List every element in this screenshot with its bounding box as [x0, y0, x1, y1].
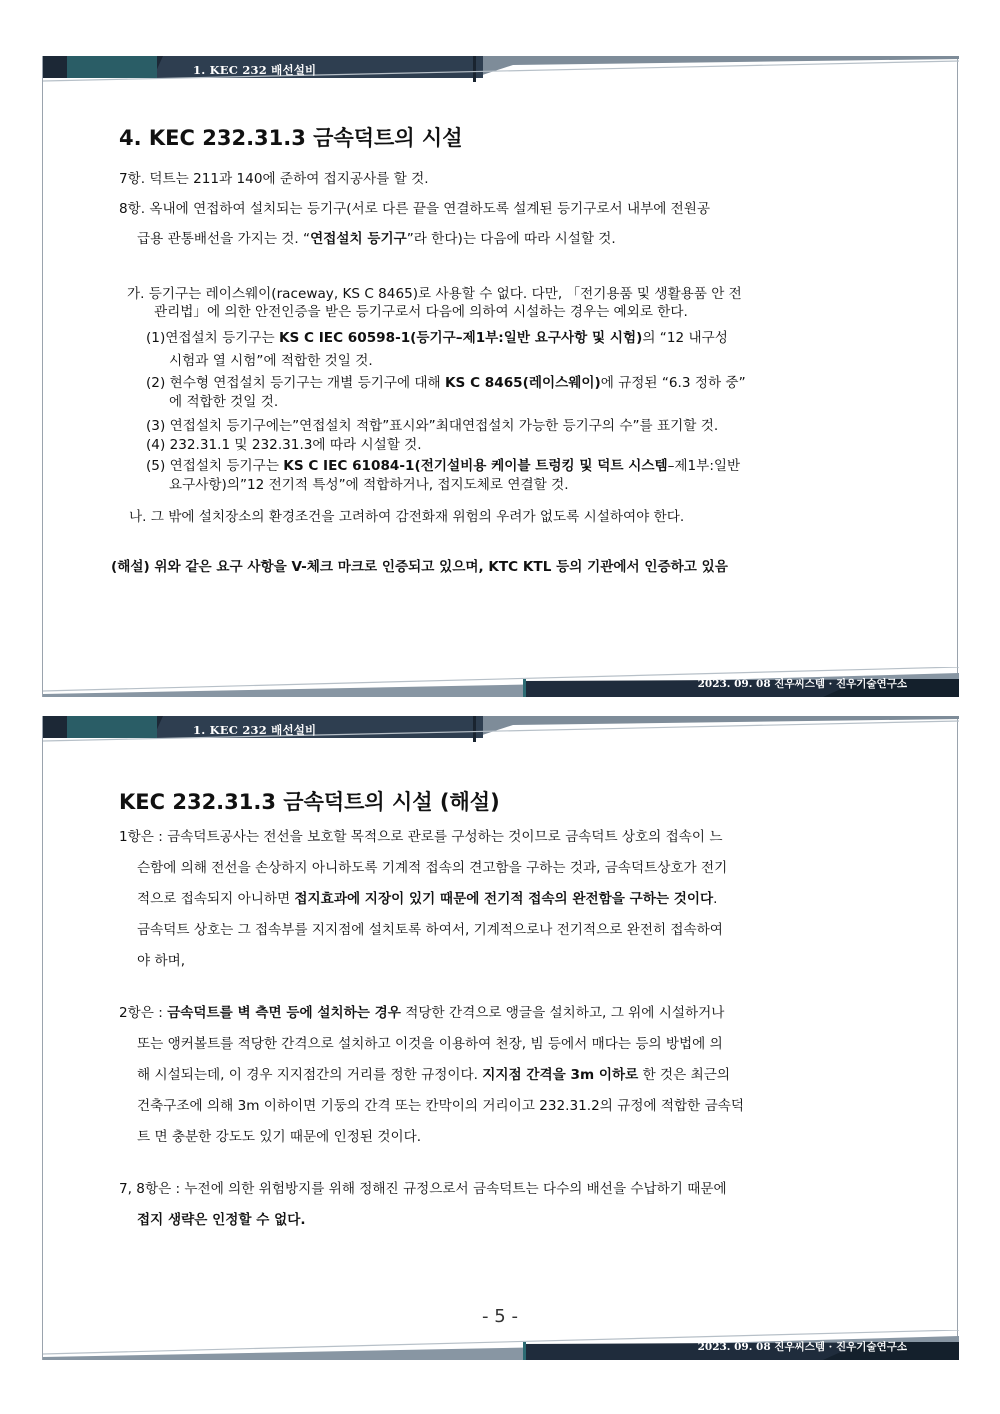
page-title: 4. KEC 232.31.3 금속덕트의 시설: [119, 126, 463, 150]
clause-7-8-line-2: 접지 생략은 인정할 수 없다.: [137, 1212, 306, 1228]
sub-item-2-line-2: 에 적합한 것일 것.: [169, 394, 279, 410]
header-banner-graphic: [43, 716, 959, 744]
sub-item-1: (1)연접설치 등기구는 KS C IEC 60598-1(등기구–제1부:일반 요구사항 및 시험)의 “12 내구성: [146, 330, 728, 346]
clause-2-line-4: 건축구조에 의해 3m 이하이면 기둥의 간격 또는 칸막이의 거리이고 232.31.2의 규정에 적합한 금속덕: [137, 1098, 745, 1114]
header-banner-graphic: [43, 56, 959, 84]
page-number: - 5 -: [482, 1306, 518, 1327]
item-ga-line-1: 가. 등기구는 레이스웨이(raceway, KS C 8465)로 사용할 수 없다. 다만, 「전기용품 및 생활용품 안 전: [127, 286, 742, 302]
sub-item-1-line-2: 시험과 열 시험”에 적합한 것일 것.: [169, 353, 373, 369]
explanation-note: (해설) 위와 같은 요구 사항을 V-체크 마크로 인증되고 있으며, KTC KTL 등의 기관에서 인증하고 있음: [111, 559, 728, 575]
slide-header: [43, 56, 957, 84]
slide-1: [42, 56, 958, 697]
clause-2-line-1: 2항은 : 금속덕트를 벽 측면 등에 설치하는 경우 적당한 간격으로 앵글을 설치하고, 그 위에 시설하거나: [119, 1005, 725, 1021]
clause-1-line-1: 1항은 : 금속덕트공사는 전선을 보호할 목적으로 관로를 구성하는 것이므로 금속덕트 상호의 접속이 느: [119, 829, 723, 845]
clause-1-line-5: 야 하며,: [137, 953, 186, 969]
slide-header: [43, 716, 957, 744]
clause-7: 7항. 덕트는 211과 140에 준하여 접지공사를 할 것.: [119, 171, 429, 187]
sub-item-5-line-2: 요구사항)의”12 전기적 특성”에 적합하거나, 접지도체로 연결할 것.: [169, 477, 569, 493]
footer-credit: 2023. 09. 08 진우씨스템 · 진우기술연구소: [697, 1341, 907, 1353]
item-ga-line-2: 관리법」에 의한 안전인증을 받은 등기구로서 다음에 의하여 시설하는 경우는 예외로 한다.: [154, 304, 688, 320]
clause-2-line-2: 또는 앵커볼트를 적당한 간격으로 설치하고 이것을 이용하여 천장, 빔 등에서 매다는 등의 방법에 의: [137, 1036, 723, 1052]
clause-8-line-2: 급용 관통배선을 가지는 것. “연접설치 등기구”라 한다)는 다음에 따라 시설할 것.: [137, 231, 616, 247]
sub-item-5: (5) 연접설치 등기구는 KS C IEC 61084-1(전기설비용 케이블 트렁킹 및 덕트 시스템–제1부:일반: [146, 458, 741, 474]
clause-1-line-3: 적으로 접속되지 아니하면 접지효과에 지장이 있기 때문에 전기적 접속의 완전함을 구하는 것이다.: [137, 891, 718, 907]
section-header-label: 1. KEC 232 배선설비: [193, 723, 317, 737]
item-na: 나. 그 밖에 설치장소의 환경조건을 고려하여 감전화재 위험의 우려가 없도록 시설하여야 한다.: [129, 509, 685, 525]
sub-item-3: (3) 연접설치 등기구에는”연접설치 적합”표시와”최대연접설치 가능한 등기구의 수”를 표기할 것.: [146, 418, 719, 434]
page-title: KEC 232.31.3 금속덕트의 시설 (해설): [119, 790, 500, 814]
sub-item-2: (2) 현수형 연접설치 등기구는 개별 등기구에 대해 KS C 8465(레이스웨이)에 규정된 “6.3 정하 중”: [146, 375, 746, 391]
clause-1-line-2: 슨함에 의해 전선을 손상하지 아니하도록 기계적 접속의 견고함을 구하는 것과, 금속덕트상호가 전기: [137, 860, 728, 876]
clause-2-line-3: 해 시설되는데, 이 경우 지지점간의 거리를 정한 규정이다. 지지점 간격을 3m 이하로 한 것은 최근의: [137, 1067, 731, 1083]
sub-item-4: (4) 232.31.1 및 232.31.3에 따라 시설할 것.: [146, 437, 422, 453]
clause-2-line-5: 트 면 충분한 강도도 있기 때문에 인정된 것이다.: [137, 1129, 422, 1145]
slide-footer: [43, 1330, 957, 1360]
section-header-label: 1. KEC 232 배선설비: [193, 63, 317, 77]
clause-8-line-1: 8항. 옥내에 연접하여 설치되는 등기구(서로 다른 끝을 연결하도록 설계된 등기구로서 내부에 전원공: [119, 201, 711, 217]
footer-credit: 2023. 09. 08 진우씨스템 · 진우기술연구소: [697, 678, 907, 690]
clause-1-line-4: 금속덕트 상호는 그 접속부를 지지점에 설치토록 하여서, 기계적으로나 전기적으로 완전히 접속하여: [137, 922, 723, 938]
slide-footer: [43, 667, 957, 697]
clause-7-8-line-1: 7, 8항은 : 누전에 의한 위험방지를 위해 정해진 규정으로서 금속덕트는 다수의 배선을 수납하기 때문에: [119, 1181, 727, 1197]
slide-2: [42, 716, 958, 1360]
